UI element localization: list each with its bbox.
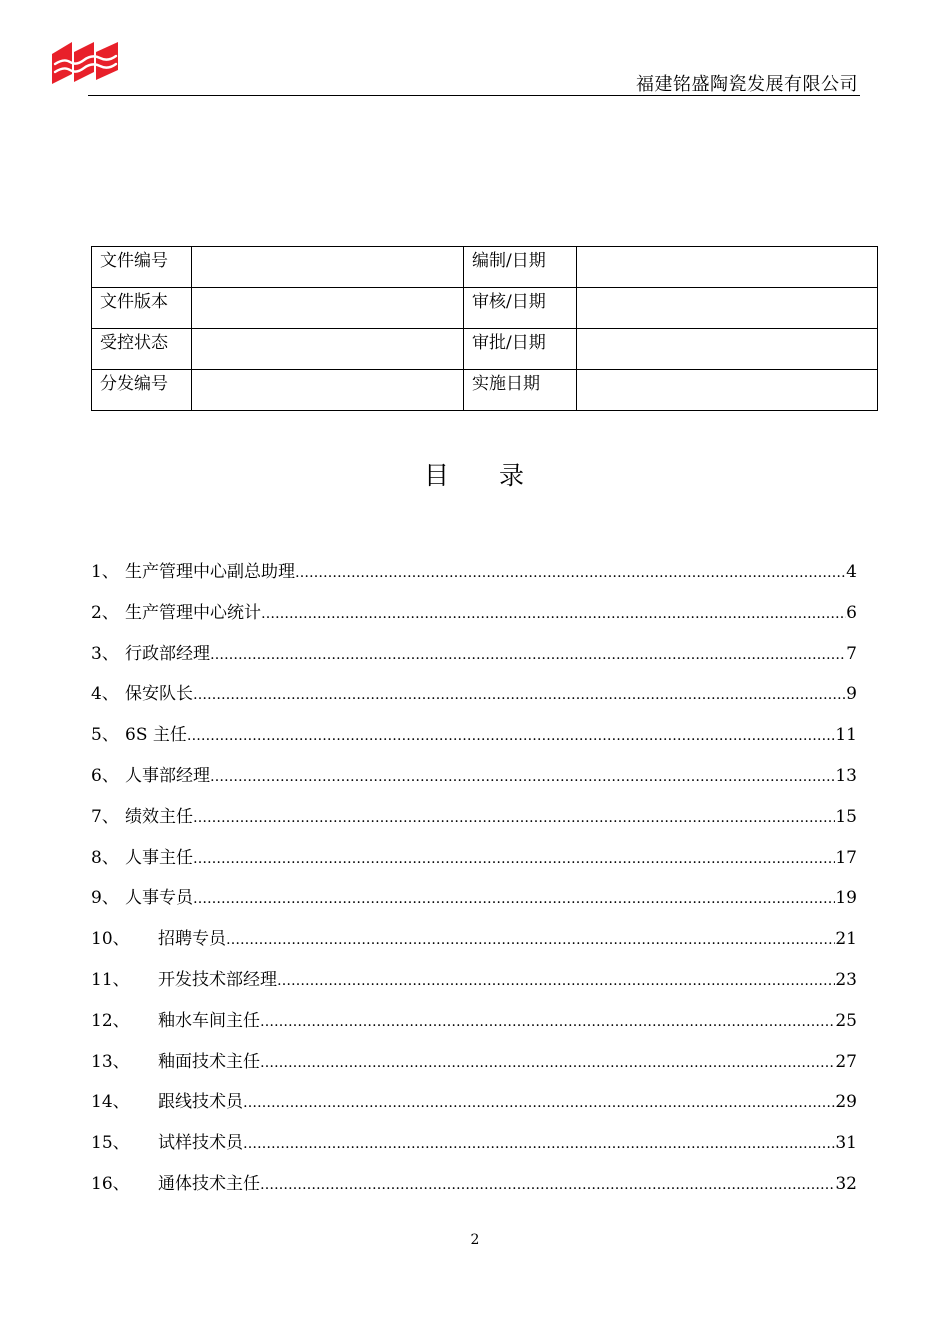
toc-entry[interactable]	[91, 641, 857, 682]
toc-leader-dots	[261, 601, 846, 627]
toc-entry-page: 19	[835, 888, 857, 909]
toc-entry-page: 31	[835, 1133, 857, 1154]
toc-leader-dots	[210, 642, 846, 668]
prepared-date-value	[577, 247, 878, 288]
toc-leader-dots	[193, 805, 835, 831]
toc-entry-page: 21	[835, 929, 857, 950]
doc-version-value	[192, 288, 464, 329]
toc-entry-label: 行政部经理	[125, 643, 210, 664]
toc-entry-number: 5、	[91, 725, 119, 746]
company-name: 福建铭盛陶瓷发展有限公司	[636, 74, 858, 95]
toc-entry-label: 绩效主任	[125, 806, 193, 827]
effective-date-label: 实施日期	[464, 370, 577, 411]
toc-entry-page: 29	[835, 1092, 857, 1113]
toc-entry-label: 试样技术员	[158, 1133, 243, 1154]
toc-entry-number: 13、	[91, 1051, 130, 1072]
toc-entry[interactable]	[91, 1130, 857, 1171]
toc-title-first: 目	[423, 461, 451, 490]
toc-entry-label: 通体技术主任	[158, 1173, 260, 1194]
toc-entry-page: 9	[846, 684, 857, 705]
toc-entry-page: 25	[835, 1010, 857, 1031]
toc-entry-number: 3、	[91, 643, 119, 664]
toc-entry-label: 招聘专员	[158, 929, 226, 950]
toc-leader-dots	[260, 1009, 835, 1035]
toc-title	[0, 456, 950, 492]
toc-entry[interactable]	[91, 1089, 857, 1130]
reviewed-date-value	[577, 288, 878, 329]
toc-leader-dots	[260, 1050, 835, 1076]
toc-title-second: 录	[499, 461, 527, 490]
toc-leader-dots	[210, 764, 835, 790]
approved-date-label: 审批/日期	[464, 329, 577, 370]
effective-date-value	[577, 370, 878, 411]
toc-entry-label: 人事部经理	[125, 765, 210, 786]
toc-leader-dots	[193, 846, 835, 872]
toc-leader-dots	[295, 560, 846, 586]
toc-entry-number: 6、	[91, 765, 119, 786]
toc-entry-number: 12、	[91, 1010, 130, 1031]
toc-entry-label: 人事主任	[125, 847, 193, 868]
toc-leader-dots	[260, 1172, 835, 1198]
toc-entry[interactable]	[91, 926, 857, 967]
toc-entry-label: 釉面技术主任	[158, 1051, 260, 1072]
toc-entry-number: 1、	[91, 562, 119, 582]
distribution-number-label: 分发编号	[92, 370, 192, 411]
toc-entry-page: 6	[846, 602, 857, 623]
toc-entry[interactable]	[91, 763, 857, 804]
approved-date-value	[577, 329, 878, 370]
toc-entry[interactable]	[91, 967, 857, 1008]
table-row	[92, 288, 878, 329]
toc-leader-dots	[243, 1090, 835, 1116]
toc-entry[interactable]	[91, 1008, 857, 1049]
toc-entry-page: 11	[835, 725, 857, 746]
page-number: 2	[470, 1232, 480, 1248]
table-of-contents	[91, 559, 857, 1212]
document-info-table	[91, 246, 878, 411]
toc-entry-number: 14、	[91, 1092, 130, 1113]
toc-entry[interactable]	[91, 885, 857, 926]
toc-leader-dots	[243, 1131, 835, 1157]
toc-entry-page: 27	[835, 1051, 857, 1072]
toc-entry-number: 16、	[91, 1173, 130, 1194]
toc-entry-number: 11、	[91, 969, 130, 990]
toc-entry-page: 23	[835, 969, 857, 990]
table-row	[92, 370, 878, 411]
toc-entry-number: 2、	[91, 602, 119, 623]
reviewed-date-label: 审核/日期	[464, 288, 577, 329]
toc-entry-page: 4	[846, 562, 857, 582]
toc-entry[interactable]	[91, 681, 857, 722]
control-status-value	[192, 329, 464, 370]
toc-entry-page: 32	[835, 1173, 857, 1194]
toc-entry-label: 生产管理中心副总助理	[125, 562, 295, 582]
company-logo-icon	[50, 40, 122, 86]
toc-entry[interactable]	[91, 845, 857, 886]
toc-entry[interactable]	[91, 804, 857, 845]
toc-leader-dots	[277, 968, 835, 994]
table-row	[92, 329, 878, 370]
distribution-number-value	[192, 370, 464, 411]
toc-entry[interactable]	[91, 559, 857, 600]
control-status-label: 受控状态	[92, 329, 192, 370]
doc-number-label: 文件编号	[92, 247, 192, 288]
toc-leader-dots	[193, 682, 846, 708]
toc-entry-page: 7	[846, 643, 857, 664]
toc-entry-label: 跟线技术员	[158, 1092, 243, 1113]
toc-entry-label: 生产管理中心统计	[125, 602, 261, 623]
toc-entry-label: 6S 主任	[125, 725, 187, 746]
toc-entry[interactable]	[91, 1171, 857, 1212]
toc-entry[interactable]	[91, 722, 857, 763]
toc-entry-number: 8、	[91, 847, 119, 868]
doc-number-value	[192, 247, 464, 288]
toc-entry-number: 7、	[91, 806, 119, 827]
toc-entry-label: 釉水车间主任	[158, 1010, 260, 1031]
toc-entry[interactable]	[91, 600, 857, 641]
toc-entry-page: 15	[835, 806, 857, 827]
toc-entry-label: 开发技术部经理	[158, 969, 277, 990]
toc-entry-number: 10、	[91, 929, 130, 950]
toc-entry-page: 17	[835, 847, 857, 868]
doc-version-label: 文件版本	[92, 288, 192, 329]
prepared-date-label: 编制/日期	[464, 247, 577, 288]
toc-entry-label: 保安队长	[125, 684, 193, 705]
toc-leader-dots	[187, 723, 835, 749]
toc-entry-number: 4、	[91, 684, 119, 705]
toc-entry[interactable]	[91, 1049, 857, 1090]
table-row	[92, 247, 878, 288]
toc-entry-label: 人事专员	[125, 888, 193, 909]
toc-entry-number: 15、	[91, 1133, 130, 1154]
toc-entry-page: 13	[835, 765, 857, 786]
toc-leader-dots	[193, 886, 835, 912]
toc-entry-number: 9、	[91, 888, 119, 909]
toc-leader-dots	[226, 927, 835, 953]
header-divider	[88, 95, 860, 96]
